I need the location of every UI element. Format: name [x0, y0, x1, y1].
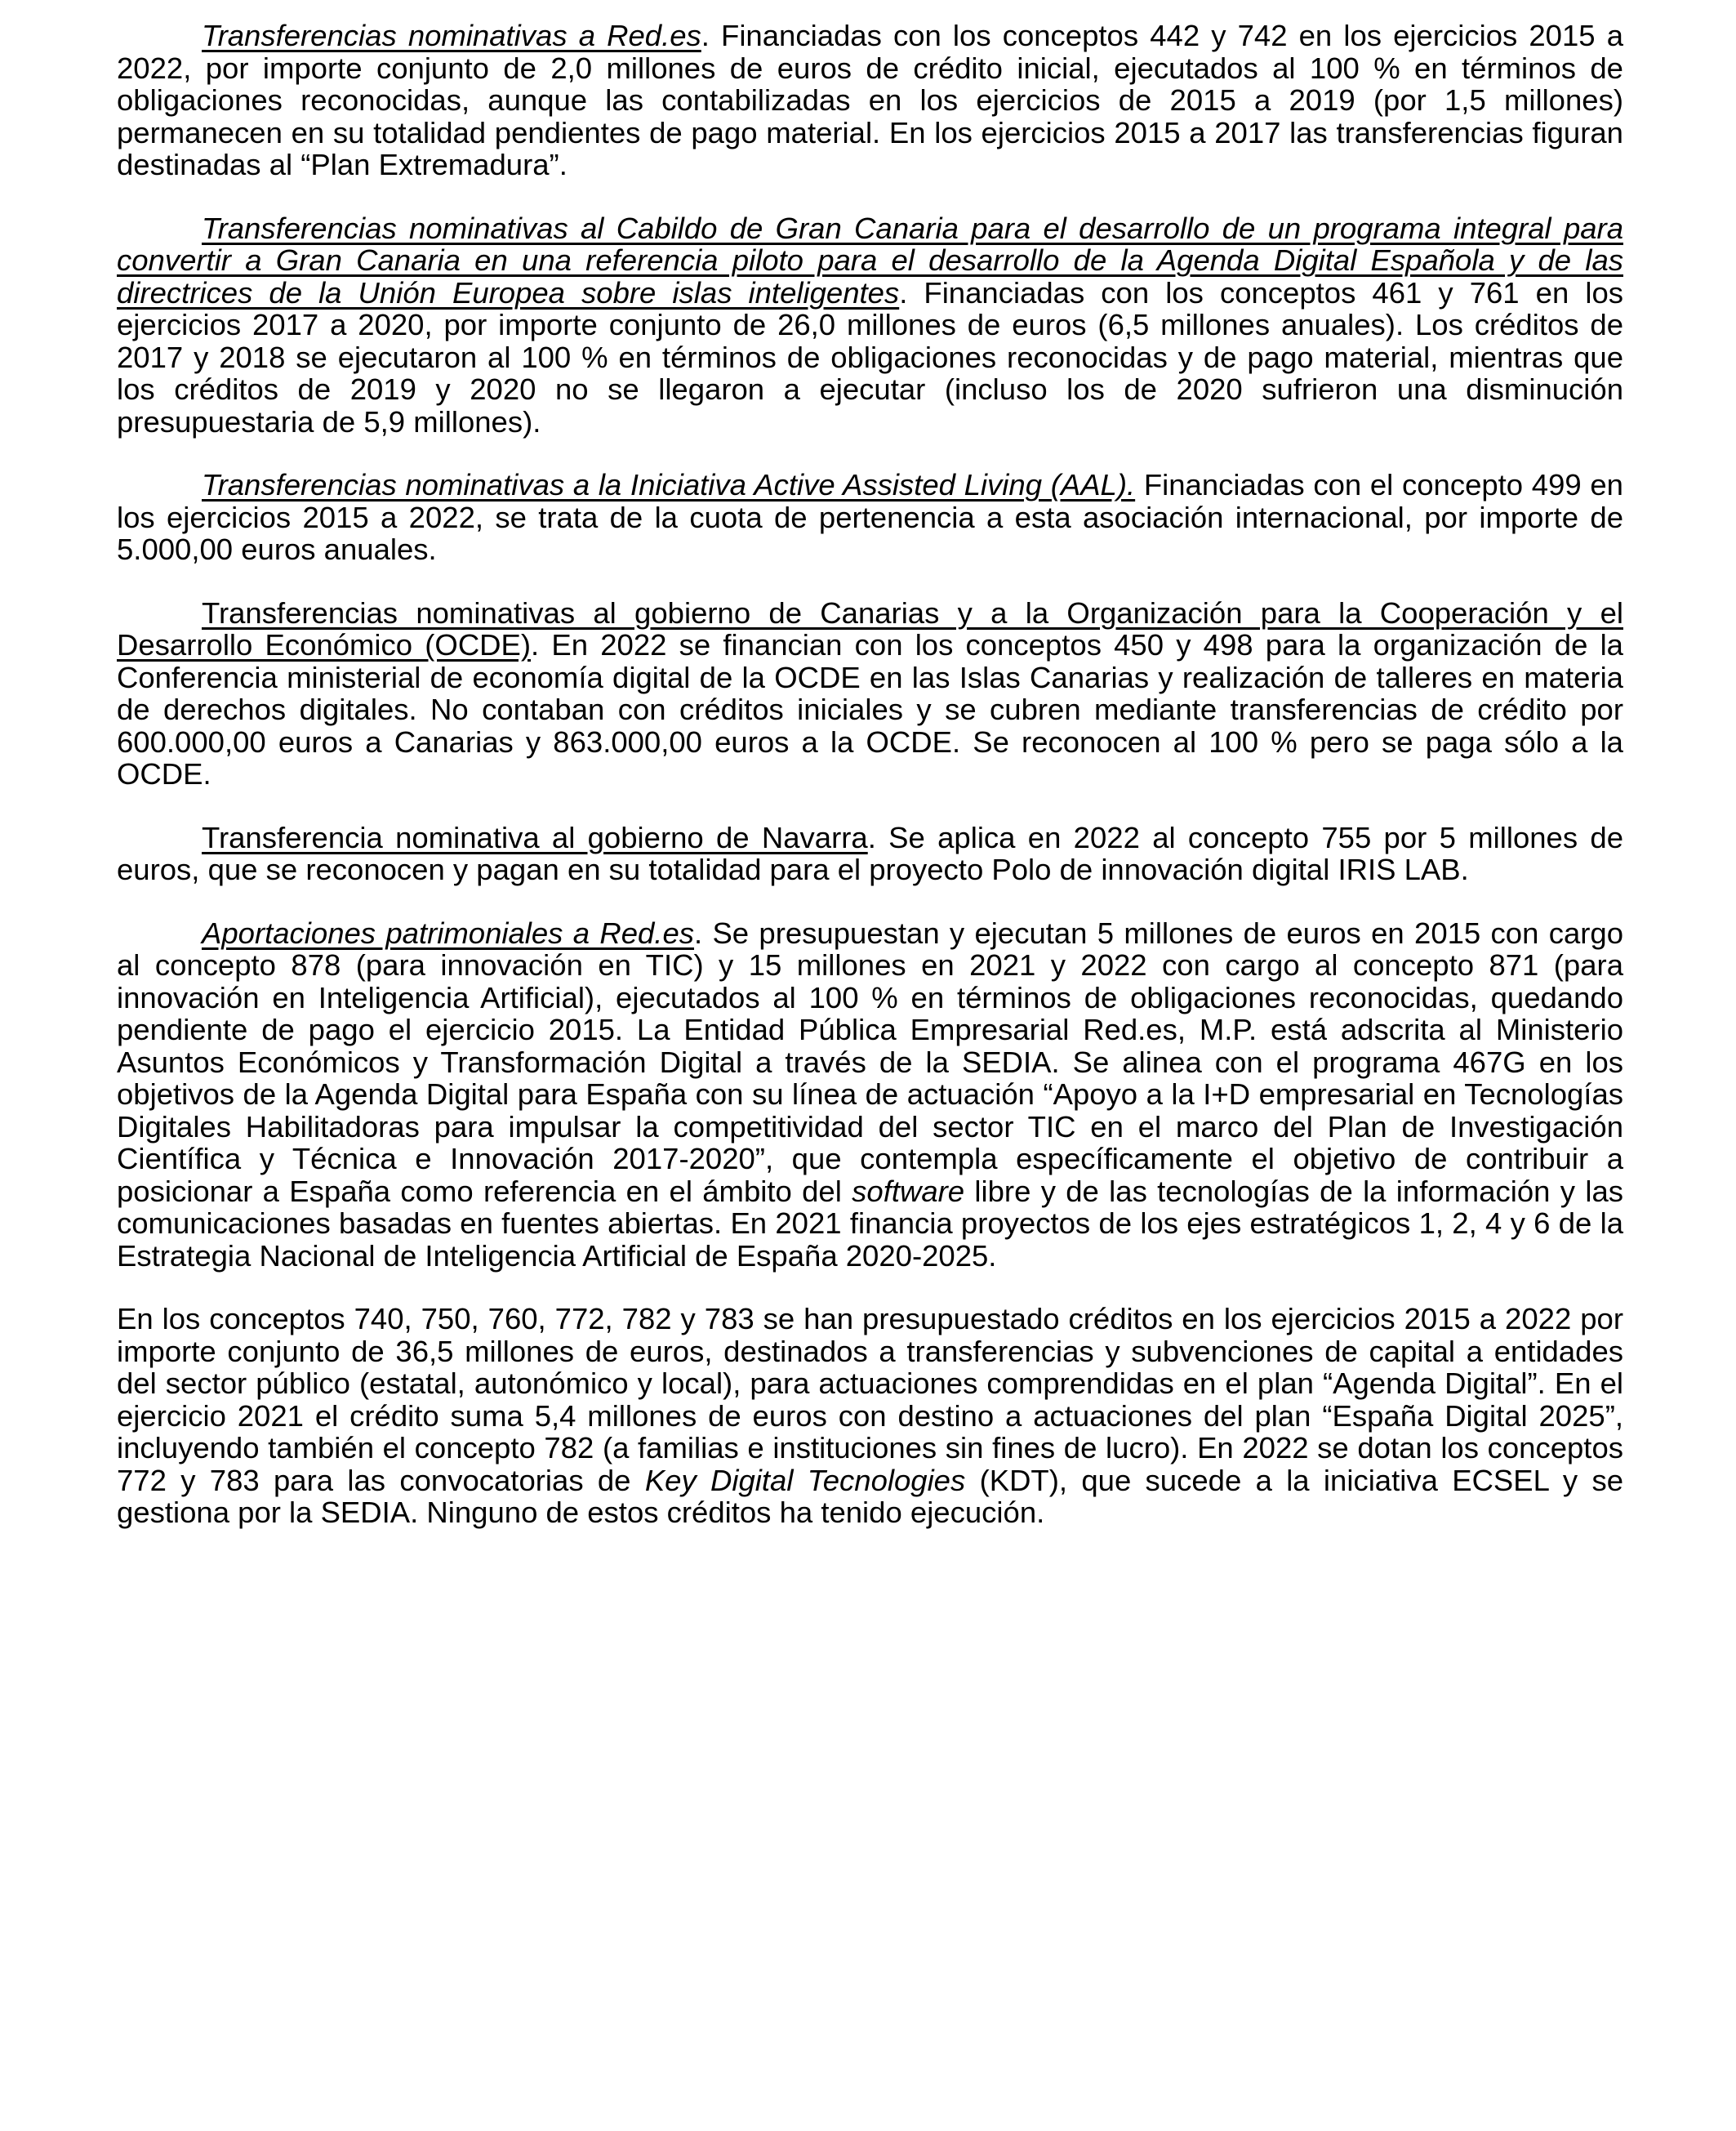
paragraph-aportaciones-patrimoniales-red-es — [117, 917, 1623, 1273]
italic-underline-run: Aportaciones patrimoniales a Red.es — [202, 916, 695, 950]
italic-run: Key Digital Tecnologies — [644, 1463, 966, 1497]
italic-underline-run: Transferencias nominativas a Red.es — [202, 19, 701, 52]
text-run: (KDT), que sucede a la iniciativa ECSEL y se gestiona por la SEDIA. Ninguno de estos créditos ha tenido ejecución. — [117, 1463, 1624, 1529]
paragraph-conceptos-740-783 — [117, 1303, 1623, 1529]
text-run: . Se aplica en 2022 al concepto 755 por 5 millones de euros, que se reconocen y pagan en su totalidad para el proyecto Polo de innovación digital IRIS LAB. — [117, 820, 1623, 886]
underline-run: Transferencia nominativa al gobierno de Navarra — [202, 820, 868, 854]
text-run: . Financiadas con los conceptos 442 y 742 en los ejercicios 2015 a 2022, por importe conjunto de 2,0 millones de euros de crédito inicial, ejecutados al 100 % en términos de obligaciones reconocidas, aunque las contabilizadas en los ejercicios de 2015 a 2019 (por 1,5 millones) permanecen en su totalidad pendientes de pago material. En los ejercicios 2015 a 2017 las transferencias figuran destinadas al “Plan Extremadura”. — [117, 19, 1623, 181]
text-run: En los conceptos 740, 750, 760, 772, 782 y 783 se han presupuestado créditos en los ejercicios 2015 a 2022 por importe conjunto de 36,5 millones de euros, destinados a transferencias y subvenciones de capital a entidades del sector público (estatal, autonómico y local), para actuaciones comprendidas en el plan “Agenda Digital”. En el ejercicio 2021 el crédito suma 5,4 millones de euros con destino a actuaciones del plan “España Digital 2025”, incluyendo también el concepto 782 (a familias e instituciones sin fines de lucro). En 2022 se dotan los conceptos 772 y 783 para las convocatorias de — [117, 1302, 1623, 1497]
paragraph-transferencias-red-es — [117, 20, 1623, 181]
text-run: . Financiadas con los conceptos 461 y 761 en los ejercicios 2017 a 2020, por importe conjunto de 26,0 millones de euros (6,5 millones anuales). Los créditos de 2017 y 2018 se ejecutaron al 100 % en términos de obligaciones reconocidas y de pago material, mientras que los créditos de 2019 y 2020 no se llegaron a ejecutar (incluso los de 2020 sufrieron una disminución presupuestaria de 5,9 millones). — [117, 275, 1624, 439]
italic-underline-run: Transferencias nominativas a la Iniciativa Active Assisted Living (AAL). — [202, 468, 1136, 502]
document-body — [117, 20, 1623, 1529]
text-run: Financiadas con el concepto 499 en los ejercicios 2015 a 2022, se trata de la cuota de pertenencia a esta asociación internacional, por importe de 5.000,00 euros anuales. — [117, 468, 1623, 566]
text-run: libre y de las tecnologías de la información y las comunicaciones basadas en fuentes abiertas. En 2021 financia proyectos de los ejes estratégicos 1, 2, 4 y 6 de la Estrategia Nacional de Inteligencia Artificial de España 2020-2025. — [117, 1174, 1623, 1273]
italic-underline-run: Transferencias nominativas al Cabildo de Gran Canaria para el desarrollo de un programa integral para convertir a Gran Canaria en una referencia piloto para el desarrollo de la Agenda Digital Española y de las directrices de la Unión Europea sobre islas inteligentes — [117, 211, 1623, 310]
text-run: . Se presupuestan y ejecutan 5 millones de euros en 2015 con cargo al concepto 878 (para innovación en TIC) y 15 millones en 2021 y 2022 con cargo al concepto 871 (para innovación en Inteligencia Artificial), ejecutados al 100 % en términos de obligaciones reconocidas, quedando pendiente de pago el ejercicio 2015. La Entidad Pública Empresarial Red.es, M.P. está adscrita al Ministerio Asuntos Económicos y Transformación Digital a través de la SEDIA. Se alinea con el programa 467G en los objetivos de la Agenda Digital para España con su línea de actuación “Apoyo a la I+D empresarial en Tecnologías Digitales Habilitadoras para impulsar la competitividad del sector TIC en el marco del Plan de Investigación Científica y Técnica e Innovación 2017-2020”, que contempla específicamente el objetivo de contribuir a posicionar a España como referencia en el ámbito del — [117, 916, 1624, 1208]
italic-run: software — [852, 1174, 965, 1208]
paragraph-transferencias-canarias-ocde — [117, 597, 1623, 791]
underline-run: Transferencias nominativas al gobierno de Canarias y a la Organización para la Cooperación y el Desarrollo Económico (OCDE) — [117, 595, 1623, 662]
text-run: . En 2022 se financian con los conceptos 450 y 498 para la organización de la Conferencia ministerial de economía digital de la OCDE en las Islas Canarias y realización de talleres en materia de derechos digitales. No contaban con créditos iniciales y se cubren mediante transferencias de crédito por 600.000,00 euros a Canarias y 863.000,00 euros a la OCDE. Se reconocen al 100 % pero se paga sólo a la OCDE. — [117, 628, 1623, 791]
paragraph-transferencias-cabildo-gran-canaria — [117, 212, 1623, 439]
paragraph-transferencia-navarra — [117, 822, 1623, 886]
paragraph-transferencias-aal — [117, 469, 1623, 566]
